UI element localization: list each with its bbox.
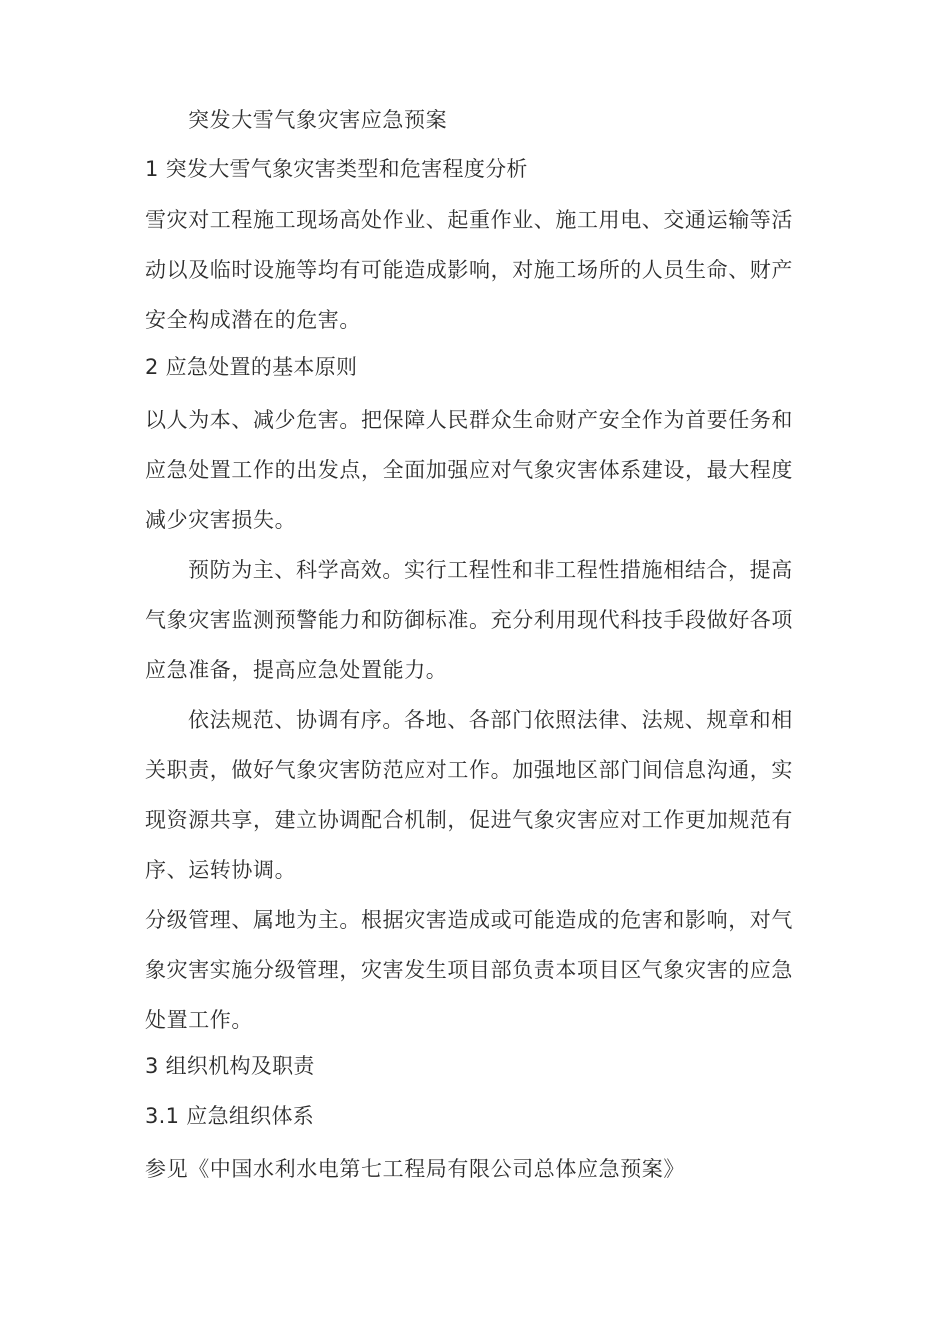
paragraph-line: 关职责，做好气象灾害防范应对工作。加强地区部门间信息沟通，实 [145,758,793,782]
paragraph-line: 动以及临时设施等均有可能造成影响，对施工场所的人员生命、财产 [145,258,793,282]
paragraph-line: 应急处置工作的出发点，全面加强应对气象灾害体系建设，最大程度 [145,458,793,482]
section-3-heading: 3 组织机构及职责 [145,1054,315,1078]
paragraph-line: 安全构成潜在的危害。 [145,308,361,332]
paragraph-line: 序、运转协调。 [145,858,297,882]
paragraph-line: 处置工作。 [145,1008,253,1032]
paragraph-line: 气象灾害监测预警能力和防御标准。充分利用现代科技手段做好各项 [145,608,793,632]
section-3-1-subheading: 3.1 应急组织体系 [145,1104,315,1128]
paragraph-line: 雪灾对工程施工现场高处作业、起重作业、施工用电、交通运输等活 [145,208,793,232]
paragraph-line: 依法规范、协调有序。各地、各部门依照法律、法规、规章和相 [188,708,793,732]
paragraph-line: 参见《中国水利水电第七工程局有限公司总体应急预案》 [145,1157,685,1181]
paragraph-line: 现资源共享，建立协调配合机制，促进气象灾害应对工作更加规范有 [145,808,793,832]
document-title: 突发大雪气象灾害应急预案 [188,108,448,132]
paragraph-line: 以人为本、减少危害。把保障人民群众生命财产安全作为首要任务和 [145,408,793,432]
paragraph-line: 预防为主、科学高效。实行工程性和非工程性措施相结合，提高 [188,558,793,582]
section-1-heading: 1 突发大雪气象灾害类型和危害程度分析 [145,157,528,181]
section-2-heading: 2 应急处置的基本原则 [145,355,358,379]
paragraph-line: 分级管理、属地为主。根据灾害造成或可能造成的危害和影响，对气 [145,908,793,932]
paragraph-line: 象灾害实施分级管理，灾害发生项目部负责本项目区气象灾害的应急 [145,958,793,982]
paragraph-line: 减少灾害损失。 [145,508,297,532]
paragraph-line: 应急准备，提高应急处置能力。 [145,658,448,682]
